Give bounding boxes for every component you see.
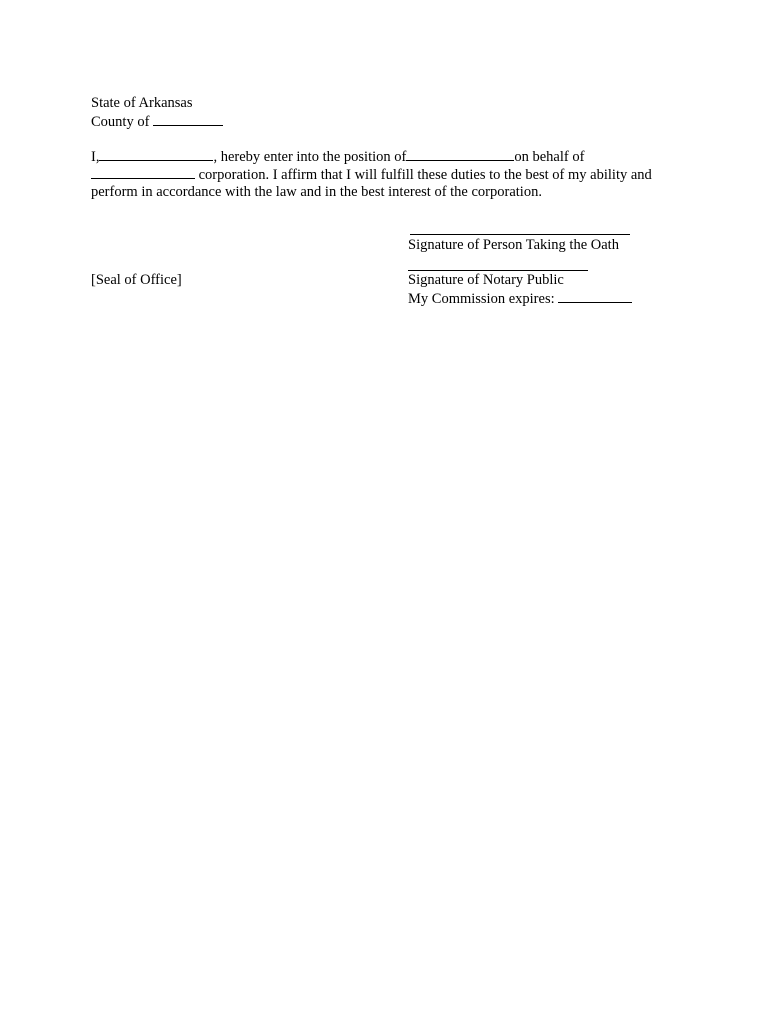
oath-taker-signature-label: Signature of Person Taking the Oath [408,237,619,253]
county-label: County of [91,114,150,130]
county-line [91,112,223,131]
oath-line-1-suffix: on behalf of [514,149,585,165]
seal-label: [Seal of Office] [91,272,182,288]
state-heading [91,94,192,112]
commission-expiry-blank-field[interactable] [558,289,632,303]
name-blank-field[interactable] [99,147,213,161]
county-blank-field[interactable] [153,112,223,126]
commission-line [408,289,632,308]
oath-line-2-text: corporation. I affirm that I will fulfill these duties to the best of my ability and [195,167,652,183]
notary-signature-block [408,271,564,289]
corporation-blank-field[interactable] [91,165,195,179]
position-blank-field[interactable] [406,147,514,161]
oath-line-3-text: perform in accordance with the law and in the best interest of the corporation. [91,184,542,200]
oath-line-3 [91,183,542,201]
oath-line-1-mid: , hereby enter into the position of [213,149,407,165]
state-text: State of Arkansas [91,95,193,111]
seal-block [91,271,182,289]
oath-line-1-prefix: I, [91,149,100,165]
commission-label: My Commission expires: [408,291,555,307]
oath-taker-signature-line[interactable] [410,234,630,235]
oath-taker-signature-block [408,236,619,254]
oath-line-2 [91,165,652,184]
oath-line-1 [91,147,584,166]
notary-signature-label: Signature of Notary Public [408,272,564,288]
